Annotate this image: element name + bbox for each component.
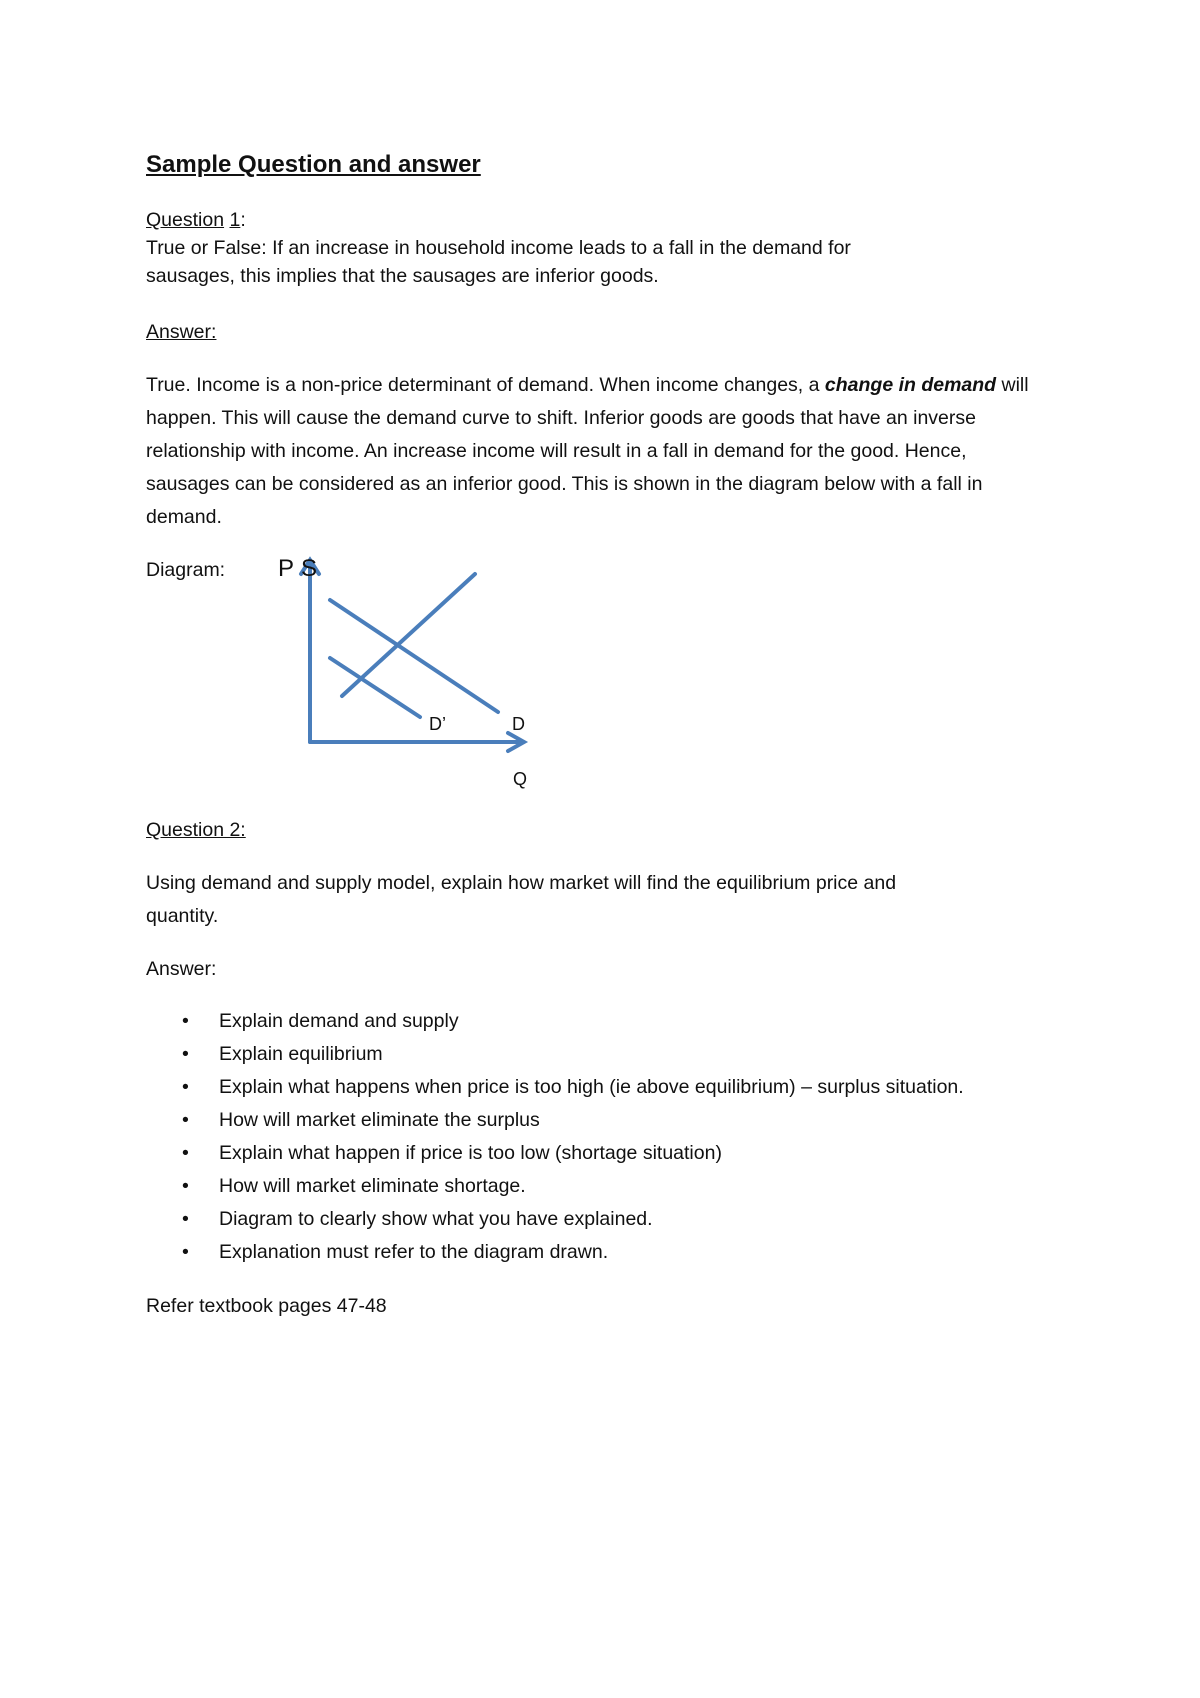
answer-1-text-part-2: will happen. This will cause the demand curve to shift. Inferior goods are goods that have an inverse relationship with income. An increase income will result in a fall in demand for the good. Hence, sausages can be considered as an inferior good. This is shown in the diagram below with a fall in demand. <box>146 374 1029 528</box>
bullet-icon: • <box>182 1175 189 1197</box>
bullet-icon: • <box>182 1109 189 1131</box>
list-item: • How will market eliminate shortage. <box>146 1170 964 1203</box>
question-2-heading: Question 2: <box>146 819 246 841</box>
demand-prime-label: D’ <box>429 714 446 734</box>
list-item: • How will market eliminate the surplus <box>146 1104 964 1137</box>
bullet-icon: • <box>182 1241 189 1263</box>
question-2-text-line-1: Using demand and supply model, explain how market will find the equilibrium price and <box>146 872 897 894</box>
demand-label: D <box>512 714 525 734</box>
question-2-text-line-2: quantity. <box>146 905 219 927</box>
bullet-icon: • <box>182 1076 189 1098</box>
list-item: • Explain what happen if price is too low (shortage situation) <box>146 1137 964 1170</box>
list-item: • Explain what happens when price is too high (ie above equilibrium) – surplus situation. <box>146 1071 964 1104</box>
answer-1-text-part-1: True. Income is a non-price determinant of demand. When income changes, a <box>146 374 825 396</box>
list-item: • Explanation must refer to the diagram drawn. <box>146 1236 964 1269</box>
page-title: Sample Question and answer <box>146 151 481 178</box>
answer-1-heading: Answer: <box>146 321 217 343</box>
question-1-heading-number: 1 <box>229 209 241 231</box>
diagram-label: Diagram: <box>146 559 226 581</box>
answer-1-emphasis: change in demand <box>824 374 997 396</box>
bullet-icon: • <box>182 1142 189 1164</box>
list-item: • Explain demand and supply <box>146 1005 964 1038</box>
answer-2-heading: Answer: <box>146 958 217 980</box>
question-1-text-line-2: sausages, this implies that the sausages are inferior goods. <box>146 265 659 287</box>
question-1-heading-colon: : <box>240 209 246 231</box>
bullet-icon: • <box>182 1010 189 1032</box>
question-1-text-line-1: True or False: If an increase in household income leads to a fall in the demand for <box>146 237 851 259</box>
bullet-icon: • <box>182 1043 189 1065</box>
bullet-icon: • <box>182 1208 189 1230</box>
supply-label: S <box>301 555 318 582</box>
price-axis-label: P <box>278 555 295 582</box>
list-item: • Explain equilibrium <box>146 1038 964 1071</box>
demand-curve-d <box>330 600 498 712</box>
textbook-reference: Refer textbook pages 47-48 <box>146 1295 387 1317</box>
question-1-heading-word: Question <box>146 209 225 231</box>
answer-2-bullet-list <box>146 1005 964 1269</box>
quantity-axis-label: Q <box>513 769 528 789</box>
list-item: • Diagram to clearly show what you have explained. <box>146 1203 964 1236</box>
